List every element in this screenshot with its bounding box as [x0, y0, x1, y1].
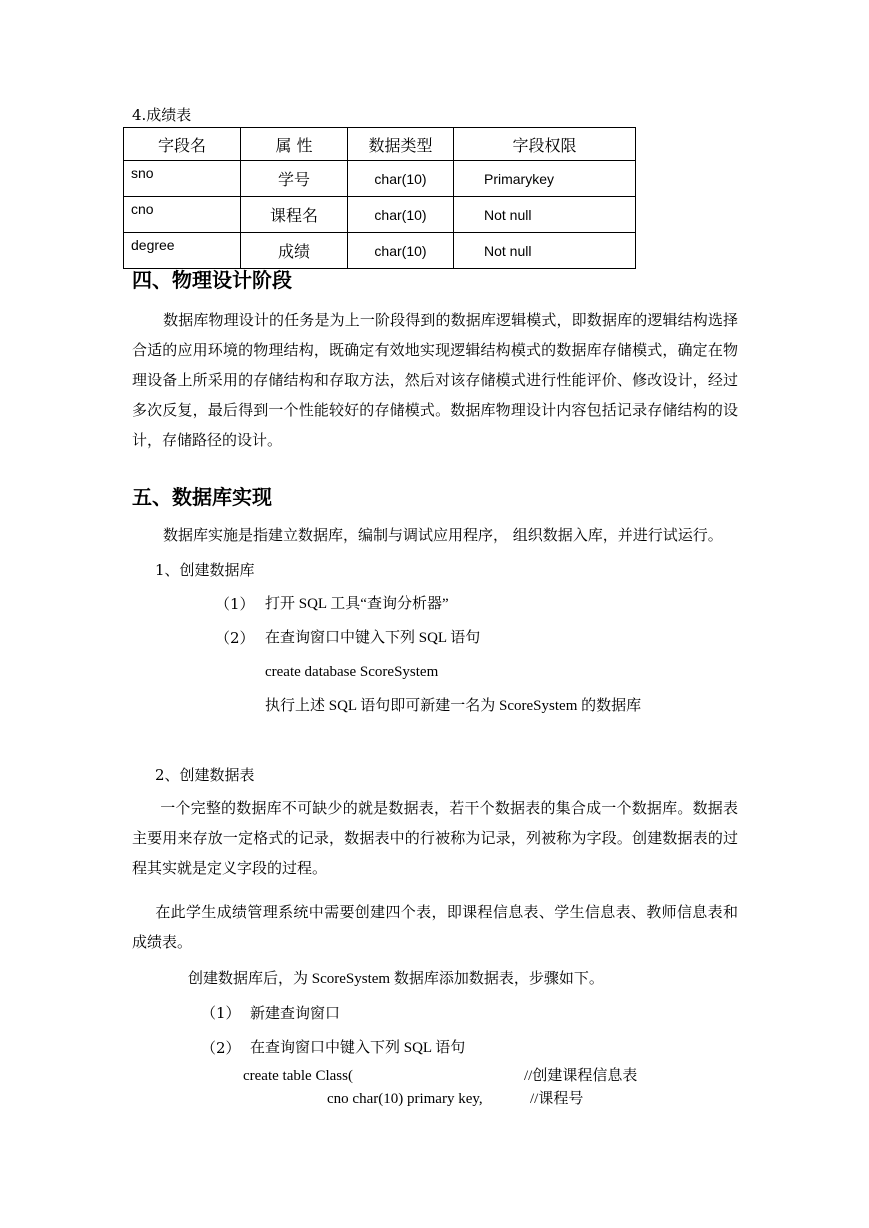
step2-item-text: 在查询窗口中键入下列 SQL 语句: [250, 1040, 466, 1056]
physical-design-paragraph: [132, 305, 738, 455]
db-impl-intro: 数据库实施是指建立数据库，编制与调试应用程序， 组织数据入库，并进行试运行。: [163, 526, 723, 544]
attribute-cell: 学号: [241, 161, 348, 197]
grade-table: [123, 127, 636, 269]
data-type-cell: char(10): [348, 233, 454, 269]
step1-item-number: （1）: [215, 595, 255, 613]
paragraph-text: 一个完整的数据库不可缺少的就是数据表，若干个数据表的集合成一个数据库。数据表主要用来存放一定格式的记录，数据表中的行被称为记录，列被称为字段。创建数据表的过程其实就是定义字段的过程。: [132, 799, 738, 877]
paragraph-text: 数据库物理设计的任务是为上一阶段得到的数据库逻辑模式，即数据库的逻辑结构选择合适的应用环境的物理结构，既确定有效地实现逻辑结构模式的数据库存储模式，确定在物理设备上所采用的存储结构和存取方法，然后对该存储模式进行性能评价、修改设计，经过多次反复，最后得到一个性能较好的存储模式。数据库物理设计内容包括记录存储结构的设计，存储路径的设计。: [132, 311, 738, 449]
paragraph-text: 在此学生成绩管理系统中需要创建四个表，即课程信息表、学生信息表、教师信息表和成绩表。: [132, 903, 738, 951]
step1-note: 执行上述 SQL 语句即可新建一名为 ScoreSystem 的数据库: [265, 698, 642, 714]
step2-title: 2、创建数据表: [155, 766, 255, 784]
table-row: [124, 233, 636, 269]
step1-title: 1、创建数据库: [155, 561, 255, 579]
step2-paragraph-2: [132, 897, 738, 957]
field-name-cell: cno: [124, 197, 241, 233]
permission-cell: Not null: [454, 197, 636, 233]
sql-code-line: create table Class(: [243, 1068, 353, 1084]
step2-paragraph-1: [132, 793, 738, 883]
sql-code-line: cno char(10) primary key,: [327, 1091, 483, 1107]
data-type-cell: char(10): [348, 161, 454, 197]
sql-code-create-database: create database ScoreSystem: [265, 664, 439, 680]
step1-item-text: 打开 SQL 工具“查询分析器”: [265, 596, 449, 612]
table-caption: 4.成绩表: [132, 106, 192, 124]
field-name-cell: degree: [124, 233, 241, 269]
step2-item-number: （2）: [201, 1039, 241, 1057]
table-header-cell: 数据类型: [348, 128, 454, 161]
section-heading-db-implementation: 五、数据库实现: [132, 485, 272, 509]
table-header-cell: 字段名: [124, 128, 241, 161]
attribute-cell: 成绩: [241, 233, 348, 269]
section-heading-physical-design: 四、物理设计阶段: [132, 268, 292, 292]
table-row: [124, 197, 636, 233]
table-header-row: [124, 128, 636, 161]
table-header-cell: 属 性: [241, 128, 348, 161]
attribute-cell: 课程名: [241, 197, 348, 233]
step2-item-number: （1）: [201, 1004, 241, 1022]
sql-code-comment: //创建课程信息表: [524, 1068, 638, 1084]
step1-item-text: 在查询窗口中键入下列 SQL 语句: [265, 630, 481, 646]
permission-cell: Not null: [454, 233, 636, 269]
table-row: [124, 161, 636, 197]
permission-cell: Primarykey: [454, 161, 636, 197]
sql-code-comment: //课程号: [530, 1091, 584, 1107]
step1-item-number: （2）: [215, 629, 255, 647]
table-header-cell: 字段权限: [454, 128, 636, 161]
step2-paragraph-3: 创建数据库后，为 ScoreSystem 数据库添加数据表，步骤如下。: [188, 971, 604, 987]
step2-item-text: 新建查询窗口: [250, 1004, 341, 1022]
data-type-cell: char(10): [348, 197, 454, 233]
field-name-cell: sno: [124, 161, 241, 197]
